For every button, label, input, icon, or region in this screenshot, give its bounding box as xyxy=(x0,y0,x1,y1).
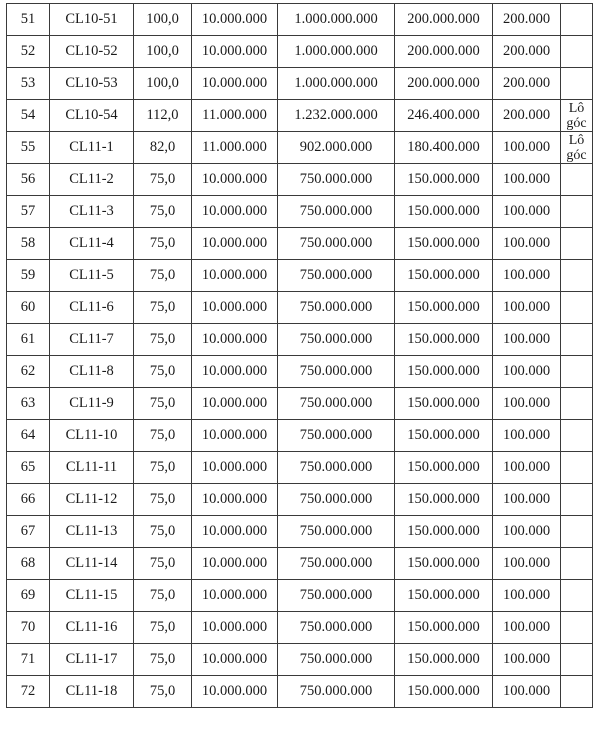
row-number-cell: 67 xyxy=(7,516,50,548)
lot-code-cell: CL11-2 xyxy=(50,164,134,196)
lot-code-cell: CL11-13 xyxy=(50,516,134,548)
area-cell: 75,0 xyxy=(134,196,192,228)
lot-price-table xyxy=(6,3,593,708)
lot-code-cell: CL11-16 xyxy=(50,612,134,644)
total-price-cell: 750.000.000 xyxy=(278,548,395,580)
note-cell xyxy=(561,196,593,228)
fee-cell: 100.000 xyxy=(493,388,561,420)
unit-price-cell: 10.000.000 xyxy=(192,68,278,100)
area-cell: 82,0 xyxy=(134,132,192,164)
deposit-cell: 246.400.000 xyxy=(395,100,493,132)
area-cell: 75,0 xyxy=(134,260,192,292)
area-cell: 112,0 xyxy=(134,100,192,132)
lot-code-cell: CL11-12 xyxy=(50,484,134,516)
note-cell xyxy=(561,388,593,420)
total-price-cell: 750.000.000 xyxy=(278,260,395,292)
lot-code-cell: CL10-53 xyxy=(50,68,134,100)
lot-code-cell: CL11-6 xyxy=(50,292,134,324)
total-price-cell: 750.000.000 xyxy=(278,580,395,612)
deposit-cell: 200.000.000 xyxy=(395,4,493,36)
row-number-cell: 72 xyxy=(7,676,50,708)
unit-price-cell: 10.000.000 xyxy=(192,260,278,292)
unit-price-cell: 10.000.000 xyxy=(192,4,278,36)
fee-cell: 100.000 xyxy=(493,484,561,516)
lot-code-cell: CL11-18 xyxy=(50,676,134,708)
total-price-cell: 750.000.000 xyxy=(278,612,395,644)
area-cell: 75,0 xyxy=(134,548,192,580)
deposit-cell: 150.000.000 xyxy=(395,644,493,676)
note-cell xyxy=(561,292,593,324)
area-cell: 75,0 xyxy=(134,388,192,420)
row-number-cell: 65 xyxy=(7,452,50,484)
total-price-cell: 750.000.000 xyxy=(278,452,395,484)
total-price-cell: 750.000.000 xyxy=(278,516,395,548)
deposit-cell: 150.000.000 xyxy=(395,196,493,228)
lot-code-cell: CL11-5 xyxy=(50,260,134,292)
note-cell xyxy=(561,164,593,196)
row-number-cell: 54 xyxy=(7,100,50,132)
deposit-cell: 150.000.000 xyxy=(395,356,493,388)
row-number-cell: 68 xyxy=(7,548,50,580)
table-row xyxy=(7,164,593,196)
note-cell xyxy=(561,260,593,292)
unit-price-cell: 10.000.000 xyxy=(192,324,278,356)
unit-price-cell: 10.000.000 xyxy=(192,644,278,676)
area-cell: 75,0 xyxy=(134,356,192,388)
unit-price-cell: 10.000.000 xyxy=(192,388,278,420)
note-cell xyxy=(561,612,593,644)
fee-cell: 200.000 xyxy=(493,68,561,100)
total-price-cell: 1.000.000.000 xyxy=(278,36,395,68)
note-cell xyxy=(561,676,593,708)
note-cell xyxy=(561,644,593,676)
unit-price-cell: 10.000.000 xyxy=(192,356,278,388)
deposit-cell: 150.000.000 xyxy=(395,420,493,452)
fee-cell: 100.000 xyxy=(493,324,561,356)
fee-cell: 100.000 xyxy=(493,164,561,196)
lot-code-cell: CL10-54 xyxy=(50,100,134,132)
fee-cell: 100.000 xyxy=(493,580,561,612)
table-row xyxy=(7,548,593,580)
lot-code-cell: CL10-51 xyxy=(50,4,134,36)
note-cell: Lô góc xyxy=(561,100,593,132)
deposit-cell: 150.000.000 xyxy=(395,676,493,708)
note-cell xyxy=(561,356,593,388)
area-cell: 75,0 xyxy=(134,420,192,452)
area-cell: 75,0 xyxy=(134,644,192,676)
note-cell xyxy=(561,68,593,100)
fee-cell: 100.000 xyxy=(493,356,561,388)
area-cell: 75,0 xyxy=(134,612,192,644)
total-price-cell: 750.000.000 xyxy=(278,292,395,324)
row-number-cell: 70 xyxy=(7,612,50,644)
area-cell: 75,0 xyxy=(134,324,192,356)
row-number-cell: 69 xyxy=(7,580,50,612)
total-price-cell: 750.000.000 xyxy=(278,484,395,516)
table-row xyxy=(7,196,593,228)
row-number-cell: 71 xyxy=(7,644,50,676)
table-row xyxy=(7,132,593,164)
total-price-cell: 750.000.000 xyxy=(278,228,395,260)
deposit-cell: 200.000.000 xyxy=(395,36,493,68)
unit-price-cell: 10.000.000 xyxy=(192,292,278,324)
unit-price-cell: 10.000.000 xyxy=(192,228,278,260)
area-cell: 75,0 xyxy=(134,164,192,196)
note-cell xyxy=(561,228,593,260)
note-cell xyxy=(561,548,593,580)
area-cell: 100,0 xyxy=(134,4,192,36)
total-price-cell: 750.000.000 xyxy=(278,420,395,452)
table-row xyxy=(7,356,593,388)
fee-cell: 100.000 xyxy=(493,292,561,324)
deposit-cell: 150.000.000 xyxy=(395,516,493,548)
total-price-cell: 750.000.000 xyxy=(278,356,395,388)
area-cell: 75,0 xyxy=(134,676,192,708)
lot-code-cell: CL11-17 xyxy=(50,644,134,676)
unit-price-cell: 10.000.000 xyxy=(192,676,278,708)
table-row xyxy=(7,324,593,356)
row-number-cell: 55 xyxy=(7,132,50,164)
note-cell xyxy=(561,36,593,68)
table-row xyxy=(7,452,593,484)
deposit-cell: 150.000.000 xyxy=(395,612,493,644)
deposit-cell: 150.000.000 xyxy=(395,228,493,260)
note-cell xyxy=(561,452,593,484)
unit-price-cell: 10.000.000 xyxy=(192,452,278,484)
total-price-cell: 1.232.000.000 xyxy=(278,100,395,132)
total-price-cell: 750.000.000 xyxy=(278,164,395,196)
area-cell: 75,0 xyxy=(134,580,192,612)
lot-code-cell: CL11-7 xyxy=(50,324,134,356)
lot-code-cell: CL11-15 xyxy=(50,580,134,612)
unit-price-cell: 10.000.000 xyxy=(192,196,278,228)
deposit-cell: 150.000.000 xyxy=(395,548,493,580)
lot-code-cell: CL11-1 xyxy=(50,132,134,164)
table-body xyxy=(7,4,593,708)
table-row xyxy=(7,36,593,68)
fee-cell: 100.000 xyxy=(493,228,561,260)
total-price-cell: 750.000.000 xyxy=(278,388,395,420)
table-row xyxy=(7,68,593,100)
fee-cell: 100.000 xyxy=(493,452,561,484)
table-row xyxy=(7,228,593,260)
fee-cell: 100.000 xyxy=(493,676,561,708)
note-cell xyxy=(561,484,593,516)
deposit-cell: 150.000.000 xyxy=(395,452,493,484)
table-row xyxy=(7,292,593,324)
deposit-cell: 150.000.000 xyxy=(395,484,493,516)
note-cell xyxy=(561,516,593,548)
row-number-cell: 56 xyxy=(7,164,50,196)
unit-price-cell: 10.000.000 xyxy=(192,612,278,644)
table-row xyxy=(7,420,593,452)
table-row xyxy=(7,612,593,644)
lot-code-cell: CL11-14 xyxy=(50,548,134,580)
note-cell: Lô góc xyxy=(561,132,593,164)
row-number-cell: 57 xyxy=(7,196,50,228)
lot-code-cell: CL11-11 xyxy=(50,452,134,484)
fee-cell: 100.000 xyxy=(493,196,561,228)
table-row xyxy=(7,676,593,708)
unit-price-cell: 10.000.000 xyxy=(192,516,278,548)
area-cell: 75,0 xyxy=(134,292,192,324)
area-cell: 75,0 xyxy=(134,516,192,548)
row-number-cell: 51 xyxy=(7,4,50,36)
table-row xyxy=(7,580,593,612)
lot-code-cell: CL11-4 xyxy=(50,228,134,260)
table-row xyxy=(7,388,593,420)
table-row xyxy=(7,260,593,292)
lot-code-cell: CL11-9 xyxy=(50,388,134,420)
table-row xyxy=(7,644,593,676)
note-cell xyxy=(561,580,593,612)
row-number-cell: 60 xyxy=(7,292,50,324)
unit-price-cell: 10.000.000 xyxy=(192,420,278,452)
note-cell xyxy=(561,420,593,452)
total-price-cell: 1.000.000.000 xyxy=(278,4,395,36)
fee-cell: 100.000 xyxy=(493,420,561,452)
fee-cell: 200.000 xyxy=(493,100,561,132)
deposit-cell: 150.000.000 xyxy=(395,292,493,324)
note-cell xyxy=(561,324,593,356)
row-number-cell: 64 xyxy=(7,420,50,452)
area-cell: 100,0 xyxy=(134,68,192,100)
fee-cell: 100.000 xyxy=(493,260,561,292)
total-price-cell: 1.000.000.000 xyxy=(278,68,395,100)
unit-price-cell: 10.000.000 xyxy=(192,484,278,516)
fee-cell: 100.000 xyxy=(493,644,561,676)
table-row xyxy=(7,484,593,516)
area-cell: 75,0 xyxy=(134,484,192,516)
row-number-cell: 58 xyxy=(7,228,50,260)
deposit-cell: 180.400.000 xyxy=(395,132,493,164)
row-number-cell: 66 xyxy=(7,484,50,516)
deposit-cell: 200.000.000 xyxy=(395,68,493,100)
lot-code-cell: CL11-10 xyxy=(50,420,134,452)
unit-price-cell: 11.000.000 xyxy=(192,132,278,164)
row-number-cell: 63 xyxy=(7,388,50,420)
total-price-cell: 750.000.000 xyxy=(278,644,395,676)
deposit-cell: 150.000.000 xyxy=(395,388,493,420)
row-number-cell: 62 xyxy=(7,356,50,388)
row-number-cell: 61 xyxy=(7,324,50,356)
table-row xyxy=(7,4,593,36)
area-cell: 75,0 xyxy=(134,452,192,484)
fee-cell: 100.000 xyxy=(493,516,561,548)
unit-price-cell: 11.000.000 xyxy=(192,100,278,132)
unit-price-cell: 10.000.000 xyxy=(192,36,278,68)
fee-cell: 200.000 xyxy=(493,36,561,68)
row-number-cell: 53 xyxy=(7,68,50,100)
deposit-cell: 150.000.000 xyxy=(395,324,493,356)
deposit-cell: 150.000.000 xyxy=(395,164,493,196)
total-price-cell: 750.000.000 xyxy=(278,324,395,356)
fee-cell: 200.000 xyxy=(493,4,561,36)
deposit-cell: 150.000.000 xyxy=(395,580,493,612)
lot-code-cell: CL10-52 xyxy=(50,36,134,68)
unit-price-cell: 10.000.000 xyxy=(192,580,278,612)
area-cell: 100,0 xyxy=(134,36,192,68)
fee-cell: 100.000 xyxy=(493,548,561,580)
fee-cell: 100.000 xyxy=(493,612,561,644)
total-price-cell: 750.000.000 xyxy=(278,676,395,708)
total-price-cell: 902.000.000 xyxy=(278,132,395,164)
fee-cell: 100.000 xyxy=(493,132,561,164)
deposit-cell: 150.000.000 xyxy=(395,260,493,292)
lot-code-cell: CL11-3 xyxy=(50,196,134,228)
total-price-cell: 750.000.000 xyxy=(278,196,395,228)
row-number-cell: 59 xyxy=(7,260,50,292)
unit-price-cell: 10.000.000 xyxy=(192,548,278,580)
lot-code-cell: CL11-8 xyxy=(50,356,134,388)
note-cell xyxy=(561,4,593,36)
row-number-cell: 52 xyxy=(7,36,50,68)
table-row xyxy=(7,100,593,132)
unit-price-cell: 10.000.000 xyxy=(192,164,278,196)
area-cell: 75,0 xyxy=(134,228,192,260)
table-row xyxy=(7,516,593,548)
